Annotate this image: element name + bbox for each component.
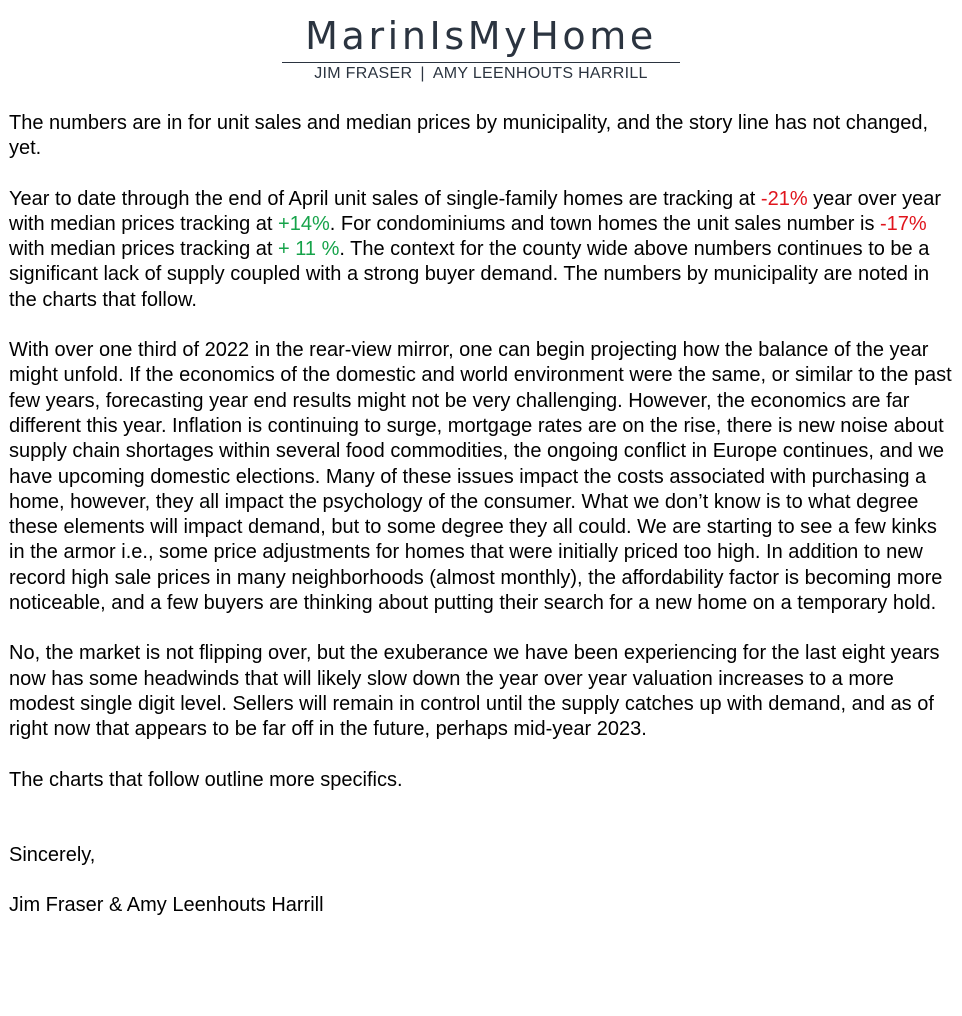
stats-text-a: Year to date through the end of April unit sales of single-family homes are tracking at bbox=[9, 187, 761, 210]
stats-text-b: year over year with median prices tracking at bbox=[9, 187, 942, 235]
letterhead bbox=[0, 14, 962, 85]
signature: Jim Fraser & Amy Leenhouts Harrill bbox=[9, 894, 324, 917]
condo-unit-sales-change: -17% bbox=[880, 212, 927, 235]
condo-median-price-change: + 11 % bbox=[278, 238, 340, 261]
market-paragraph: No, the market is not flipping over, but the exuberance we have been experiencing for the last eight years now has some headwinds that will likely slow down the year over year valuation increases to a more modest single digit level. Sellers will remain in control until the supply catches up with demand, and as of right now that appears to be far off in the future, perhaps mid-year 2023. bbox=[9, 642, 940, 741]
brand-logo: MarinIsMyHome bbox=[305, 14, 657, 58]
intro-paragraph: The numbers are in for unit sales and median prices by municipality, and the story line has not changed, yet. bbox=[9, 112, 929, 160]
sf-unit-sales-change: -21% bbox=[760, 187, 808, 210]
spacer bbox=[9, 818, 954, 843]
stats-text-e: . The context for the county wide above numbers continues to be a significant lack of supply coupled with a strong buyer demand. The numbers by municipality are noted in the charts that follow. bbox=[9, 238, 930, 311]
agent-name-1: JIM FRASER bbox=[314, 65, 413, 82]
stats-paragraph bbox=[9, 187, 954, 313]
letter-body bbox=[9, 111, 954, 943]
agent-separator: | bbox=[420, 65, 425, 82]
agent-name-2: AMY LEENHOUTS HARRILL bbox=[432, 65, 648, 82]
sf-median-price-change: +14% bbox=[278, 212, 330, 235]
stats-text-c: . For condominiums and town homes the unit sales number is bbox=[329, 212, 880, 235]
stats-text-d: with median prices tracking at bbox=[9, 238, 279, 261]
closing: Sincerely, bbox=[9, 843, 96, 866]
charts-note-paragraph: The charts that follow outline more specifics. bbox=[9, 768, 403, 791]
agent-names bbox=[0, 63, 962, 85]
outlook-paragraph: With over one third of 2022 in the rear-view mirror, one can begin projecting how the balance of the year might unfold. If the economics of the domestic and world environment were the same, or similar to the past few years, forecasting year end results might not be very challenging. However, the economics are far different this year. Inflation is continuing to surge, mortgage rates are on the rise, there is new noise about supply chain shortages within several food commodities, the ongoing conflict in Europe continues, and we have upcoming domestic elections. Many of these issues impact the costs associated with purchasing a home, however, they all impact the psychology of the consumer. What we don’t know is to what degree these elements will impact demand, but to some degree they all could. We are starting to see a few kinks in the armor i.e., some price adjustments for homes that were initially priced too high. In addition to new record high sale prices in many neighborhoods (almost monthly), the affordability factor is becoming more noticeable, and a few buyers are thinking about putting their search for a new home on a temporary hold. bbox=[9, 339, 952, 615]
